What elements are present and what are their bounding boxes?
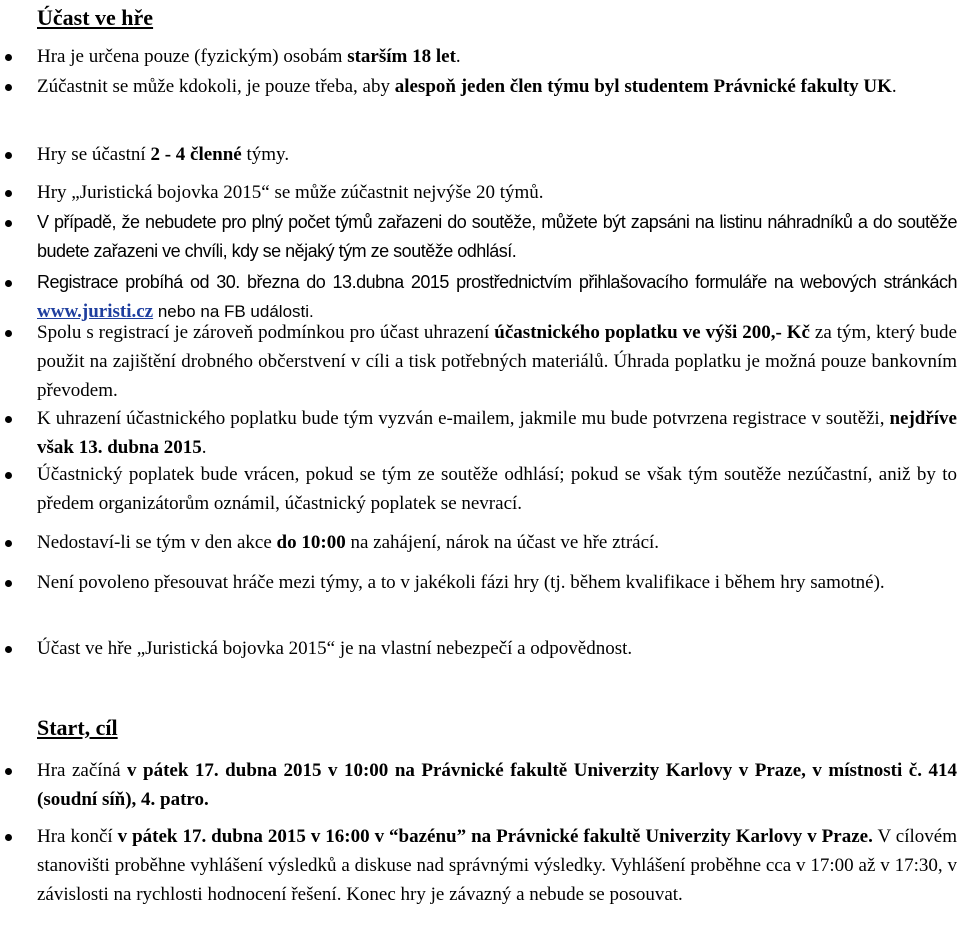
item-text: Účast ve hře „Juristická bojovka 2015“ je na vlastní nebezpečí a odpovědnost. xyxy=(37,638,633,659)
bullet xyxy=(5,646,12,653)
item-bold-text: v pátek 17. dubna 2015 v 10:00 na Právnické fakultě Univerzity Karlovy v Praze, v místnosti č. 414 (soudní síň), 4. patro. xyxy=(37,760,957,810)
section-title-participation: Účast ve hře xyxy=(37,5,154,30)
item-text: . xyxy=(455,46,461,67)
bullet xyxy=(5,416,12,423)
list-item xyxy=(37,634,957,663)
bullet xyxy=(5,190,12,197)
list-item xyxy=(37,318,957,405)
item-text: Spolu s registrací je zároveň podmínkou pro účast uhrazení xyxy=(37,322,495,343)
item-text: . xyxy=(891,76,897,97)
item-text: nebo na FB události. xyxy=(153,302,314,321)
item-bold-text: do 10:00 xyxy=(276,532,346,553)
item-text: Není povoleno přesouvat hráče mezi týmy, a to v jakékoli fázi hry (tj. během kvalifikace i během hry samotné). xyxy=(37,572,885,593)
bullet xyxy=(5,280,12,287)
bullet xyxy=(5,54,12,61)
list-item xyxy=(37,178,957,207)
list-item xyxy=(37,568,957,597)
list-item xyxy=(37,460,957,518)
item-text: Hra začíná xyxy=(37,760,128,781)
item-bold-text: starším 18 let xyxy=(347,46,456,67)
list-item xyxy=(37,822,957,909)
item-text: Registrace probíhá od 30. března do 13.dubna 2015 prostřednictvím přihlašovacího formuláře na webových stránkách xyxy=(37,272,957,292)
item-text: V cílovém stanovišti proběhne vyhlášení výsledků a diskuse nad správnými výsledky. Vyhlášení proběhne cca v 17:00 až v 17:30, v závislosti na rychlosti hodnocení řešení. Konec hry je závazný a nebude se posouvat. xyxy=(37,826,958,905)
website-link[interactable]: www.juristi.cz xyxy=(37,301,154,322)
item-text: Účastnický poplatek bude vrácen, pokud se tým ze soutěže odhlásí; pokud se však tým soutěže nezúčastní, aniž by to předem organizátorům oznámil, účastnický poplatek se nevrací. xyxy=(37,464,957,514)
bullet xyxy=(5,330,12,337)
item-text: Hra je určena pouze (fyzickým) osobám xyxy=(37,46,348,67)
item-text: Hry „Juristická bojovka 2015“ se může zúčastnit nejvýše 20 týmů. xyxy=(37,182,544,203)
list-item xyxy=(37,140,957,169)
item-text: Nedostaví-li se tým v den akce xyxy=(37,532,277,553)
item-bold-text: 2 - 4 členné xyxy=(150,144,242,165)
bullet xyxy=(5,580,12,587)
bullet xyxy=(5,540,12,547)
item-bold-text: alespoň jeden člen týmu byl studentem Právnické fakulty UK xyxy=(394,76,892,97)
item-bold-text: účastnického poplatku ve výši 200,- Kč xyxy=(494,322,810,343)
bullet xyxy=(5,84,12,91)
item-text: na zahájení, nárok na účast ve hře ztrácí. xyxy=(345,532,660,553)
list-item xyxy=(37,404,957,462)
bullet xyxy=(5,220,12,227)
item-text: týmy. xyxy=(241,144,290,165)
bullet xyxy=(5,152,12,159)
item-bold-text: v pátek 17. dubna 2015 v 16:00 v “bazénu” na Právnické fakultě Univerzity Karlovy v Praze. xyxy=(117,826,873,847)
list-item xyxy=(37,72,957,101)
list-item xyxy=(37,756,957,814)
item-text: za tým, který bude použit na zajištění drobného občerstvení v cíli a tisk potřebných materiálů. Úhrada poplatku je možná pouze bankovním převodem. xyxy=(37,322,957,401)
list-item xyxy=(37,42,957,71)
bullet xyxy=(5,768,12,775)
item-text: K uhrazení účastnického poplatku bude tým vyzván e-mailem, jakmile mu bude potvrzena registrace v soutěži, xyxy=(37,408,890,429)
item-text: Zúčastnit se může kdokoli, je pouze třeba, aby xyxy=(37,76,395,97)
list-item xyxy=(37,528,957,557)
list-item xyxy=(37,208,957,266)
item-text: V případě, že nebudete pro plný počet týmů zařazeni do soutěže, můžete být zapsáni na listinu náhradníků a do soutěže budete zařazeni ve chvíli, kdy se nějaký tým ze soutěže odhlásí. xyxy=(37,212,957,261)
item-text: . xyxy=(201,437,207,458)
bullet xyxy=(5,472,12,479)
item-bold-text: nejdříve však 13. dubna 2015 xyxy=(37,408,957,458)
item-text: Hra končí xyxy=(37,826,118,847)
section-title-start-finish: Start, cíl xyxy=(37,715,118,740)
bullet xyxy=(5,834,12,841)
item-text: Hry se účastní xyxy=(37,144,151,165)
